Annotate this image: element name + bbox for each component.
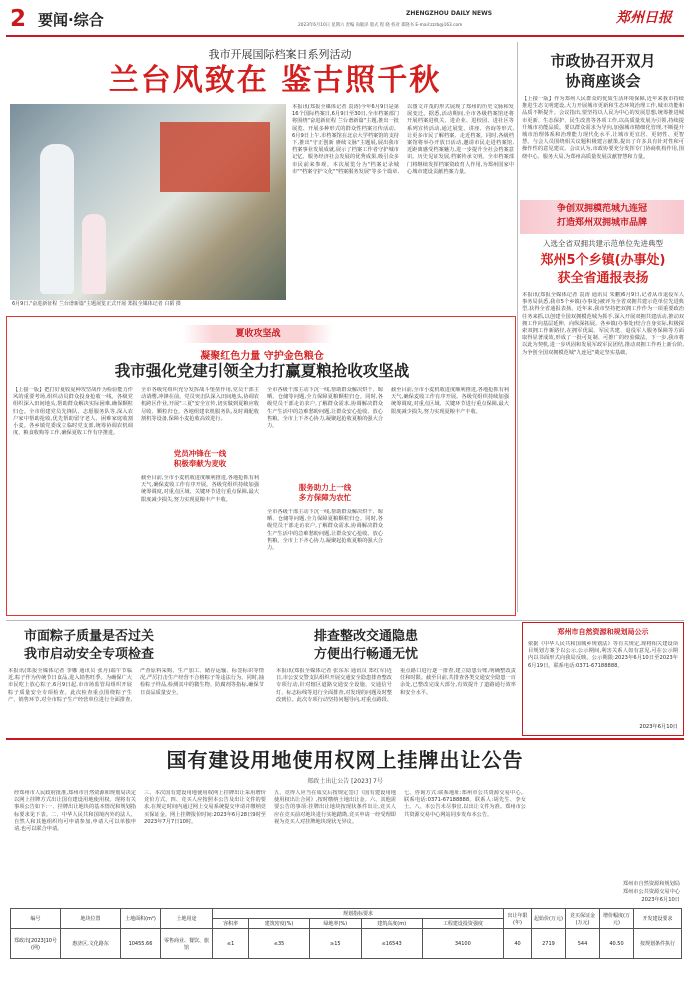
masthead-logo: 郑州日报 <box>616 10 672 26</box>
zongzi-body: 本报讯(郑报全媒体记者 李娜 通讯员 张丹)端午节临近,粽子作为传统节日食品,进入销售旺季。为确保广大市民吃上放心粽子,6月9日起,市市场监管局组织开展粽子质量安全专项检查。此次检查重点围绕粽子生产、销售环节,对全市粽子生产经营单位进行全面排查,严查原料采购、生产加工、储存运输、标签标识等情况,严厉打击生产经营不合格粽子等违法行为。同时,抽检粽子样品,检测其中的微生物、防腐剂等指标,确保节日食品质量安全。 <box>8 668 264 703</box>
photo-visitor <box>40 144 74 294</box>
archives-headline: 兰台风致在 鉴古照千秋 <box>108 63 442 98</box>
th-loc: 地块位置 <box>61 909 121 929</box>
land-sub: 郑政土出让公告 [2023] 7号 <box>307 778 383 785</box>
archives-photo <box>10 104 286 300</box>
paper-en: ZHENGZHOU DAILY NEWS <box>406 10 493 17</box>
villages-headline-2: 获全省通报表扬 <box>557 271 649 286</box>
land-parcel-table <box>10 908 682 959</box>
notice-body: 依据《中华人民共和国城乡规划法》等有关规定,现将相关建设项目规划方案予以公示,公示期间,利害关系人如有意见,可在公示期内以书面形式向我局反映。公示期限:2023年6月10日至2023年6月19日。联系电话:0371-67188888。 <box>528 641 678 669</box>
cell-green: ≥15 <box>309 929 361 959</box>
cppcc-headline-1: 市政协召开双月 <box>550 52 656 70</box>
th-area: 土地面积(m²) <box>121 909 161 929</box>
ad-line-1: 争创双拥模范城九连冠 <box>556 204 647 214</box>
villages-headline-1: 郑州5个乡镇(办事处) <box>540 253 666 268</box>
double-support-ad <box>520 200 684 234</box>
cell-deposit: 544 <box>566 929 600 959</box>
cell-cond: 按规划条件执行 <box>634 929 682 959</box>
th-plan: 规划指标要求 <box>213 909 504 919</box>
traffic-headline-1: 排查整改交通隐患 <box>313 629 418 644</box>
zongzi-headline-1: 市面粽子质量是否过关 <box>23 629 154 644</box>
th-std: 工程建设投资强度 <box>422 919 503 929</box>
cppcc-headline-2: 协商座谈会 <box>565 72 641 90</box>
summer-body-c2: 全市各级干部主动下沉一线,帮助群众解决烘干、晾晒、仓储等问题,全力保障夏粮颗粒归仓。同时,各级党员干部走访农户,了解群众需求,协调解决群众生产生活中的急难愁盼问题,让群众安心抢收、放心售粮。全市上下齐心协力,凝聚起抢收夏粮的强大合力。 <box>267 509 383 552</box>
summer-kicker: 凝聚红色力量 守护金色粮仓 <box>200 351 324 362</box>
summer-subhead-2: 服务助力上一线 多方保障为农忙 <box>298 483 352 502</box>
th-inc: 增价幅度(万元) <box>600 909 634 929</box>
photo-exhibit-board <box>160 122 270 192</box>
cell-years: 40 <box>504 929 532 959</box>
cell-no: 郑政出[2023]10号(网) <box>11 929 61 959</box>
col-divider <box>517 42 518 612</box>
th-green: 绿地率(%) <box>309 919 361 929</box>
land-body-4: 七、咨询方式:联系地址:郑州市公共资源交易中心。联系电话:0371-67188888。联系人:胡先生、李女士。八、本公告未尽事宜,以出让文件为准。郑州市公共资源交易中心网站同步发布本公告。 <box>404 790 526 818</box>
land-date: 2023年6月10日 <box>641 897 680 903</box>
summer-banner-label: 夏收攻坚战 <box>235 329 281 339</box>
th-no: 编号 <box>11 909 61 929</box>
land-body-1: 经郑州市人民政府批准,郑州市自然资源和规划局决定以网上挂牌方式出让国有建设用地使用权。现将有关事项公告如下:一、挂牌出让地块的基本情况和规划指标要求见下表。二、中华人民共和国境内外的法人、自然人和其他组织均可申请参加,申请人可以单独申请,也可以联合申请。 <box>14 790 136 833</box>
masthead-rule <box>6 35 684 37</box>
summer-subhead-1: 党员冲锋在一线 积极奉献为麦收 <box>173 449 227 468</box>
summer-banner <box>183 325 333 343</box>
summer-harvest-box <box>6 316 516 616</box>
archives-caption: 6月9日,"奋进新征程 兰台谱新篇"主题展览正式开展 郑报全媒体记者 白韬 摄 <box>12 301 181 307</box>
th-years: 出让年限(年) <box>504 909 532 929</box>
cppcc-body: 【上接一版】作为郑州人民群众的优质生活环境保障,近年来我市持续推进生态文明建设,大力开展城市更新和生态环境治理工作,城市功能和品质不断提升。会议指出,要坚持以人民为中心的发展思想,统筹推进城市更新、生态保护、民生改善等各项工作,以高质量发展为引领,持续提升城市功能品质。要以群众需求为导向,加强城市精细化管理,不断提升城市治理体系和治理能力现代化水平,让城市更宜居、更韧性、更智慧。与会人员围绕相关议题积极建言献策,提出了许多具有针对性和可操作性的意见建议。会议认为,市政协要充分发挥专门协商机构作用,围绕中心、服务大局,为郑州高质量发展贡献智慧和力量。 <box>522 96 684 160</box>
archives-body: 本报讯(郑报全媒体记者 袁涛)今年6月9日是第16个国际档案日,6月9日至30日,全市档案部门将围绕"奋进新征程 兰台谱新篇"主题,推出一批展览、开展多种形式的群众性档案宣传活动。6月9日上午,市档案馆在北京大学档案馆的支持下,推出"守正创新 赓续文脉"主题展,展出我市档案事业发展成就,展示了档案工作者守护城市记忆、服务经济社会发展的优秀成果,吸引众多市民前来参观。本次展览分为"档案记录城市""档案守护文化""档案服务发展"等多个篇章,以图文并茂的形式展现了郑州的历史文脉和发展变迁。据悉,活动期间,全市各级档案馆还将开展档案进机关、进企业、进校园、进社区等系列宣传活动,通过展览、讲座、咨询等形式,让更多市民了解档案、走近档案。同时,各级档案馆将举办开放日活动,邀请市民走进档案馆,近距离感受档案魅力,进一步提升全社会档案意识。历史见证发展,档案传承文明。全市档案部门将继续发挥档案资政育人作用,为郑州国家中心城市建设贡献档案力量。 <box>292 104 514 175</box>
cell-loc: 惠济区,文化路东 <box>61 929 121 959</box>
summer-body-c1: 全市各级干部主动下沉一线,帮助群众解决烘干、晾晒、仓储等问题,全力保障夏粮颗粒归仓。同时,各级党员干部走访农户,了解群众需求,协调解决群众生产生活中的急难愁盼问题,让群众安心抢收、放心售粮。全市上下齐心协力,凝聚起抢收夏粮的强大合力。 <box>267 387 383 430</box>
cell-height: ≤16543 <box>361 929 422 959</box>
land-body-3: 五、竞得人应当在成交后按规定签订《国有建设用地使用权出让合同》,按时缴纳土地出让金。六、其他需要公告的事项:挂牌出让地块按现状条件出让,竞买人应在竞买前对地块进行实地踏勘,竞买申请一经受理即视为竞买人对挂牌地块现状无异议。 <box>274 790 396 825</box>
section-divider <box>6 620 684 621</box>
date-line: 2023年6月10日 星期六 责编 尚敏泽 版式 程 晓 校对 郑晓书 E-mail:zzrb@163.com <box>298 23 463 28</box>
masthead <box>6 6 684 36</box>
cell-std: 34100 <box>422 929 503 959</box>
th-cond: 开发建设要求 <box>634 909 682 929</box>
archives-kicker: 我市开展国际档案日系列活动 <box>208 48 352 61</box>
villages-kicker: 入选全省双拥共建示范单位先进典型 <box>543 239 663 248</box>
section-title: 要闻·综合 <box>38 11 104 29</box>
cell-area: 10455.66 <box>121 929 161 959</box>
land-headline: 国有建设用地使用权网上挂牌出让公告 <box>166 748 524 772</box>
cell-start: 2719 <box>532 929 566 959</box>
land-table <box>10 908 682 982</box>
planning-notice <box>522 622 684 736</box>
page-number: 2 <box>10 6 27 32</box>
th-far: 容积率 <box>213 919 249 929</box>
th-deposit: 竞买保证金(万元) <box>566 909 600 929</box>
land-top-rule <box>6 738 684 740</box>
table-row <box>11 929 682 959</box>
summer-headline: 我市强化党建引领全力打赢夏粮抢收攻坚战 <box>114 362 410 380</box>
th-height: 建筑高度(m) <box>361 919 422 929</box>
notice-headline: 郑州市自然资源和规划局公示 <box>557 628 649 636</box>
villages-body: 本报讯(郑报全媒体记者 袁涛 通讯员 朱鹏)6月9日,记者从市退役军人事务局获悉,我市5个乡镇(办事处)被评为全省双拥共建示范单位先进典型,获得全省通报表扬。近年来,我市坚持把双拥工作作为一项重要政治任务来抓,以创建全国双拥模范城为抓手,深入开展双拥共建活动,推动双拥工作向基层延伸、向纵深拓展。各乡镇(办事处)结合自身实际,积极探索双拥工作新路径,在拥军优属、军民共建、退役军人服务保障等方面取得显著成效,形成了一批可复制、可推广的经验做法。下一步,我市将以此为契机,进一步巩固和发展军政军民团结,推动双拥工作再上新台阶,为争创全国双拥模范城"九连冠"奠定坚实基础。 <box>522 292 684 356</box>
summer-body-b: 全市各级党组织充分发挥战斗堡垒作用,党员干部主动请缨,冲锋在前。党员突击队深入田间地头,协调农机跨区作业,开展"三夏"安全宣传,切实做到夏粮应收尽收、颗粒归仓。各地组建农机服务队,及时调配收割机等设备,保障小麦抢收高效进行。 <box>141 387 259 422</box>
th-density: 建筑密度(%) <box>249 919 310 929</box>
cell-inc: 40.50 <box>600 929 634 959</box>
summer-body-b2: 截至目前,全市小麦机收进度顺利推进,各地抢抓有利天气,确保麦收工作有序开展。各级党组织持续加强统筹调度,对重点区域、关键环节进行重点保障,最大限度减少损失,努力实现夏粮丰产丰收。 <box>141 475 259 503</box>
th-start: 起始价(万元) <box>532 909 566 929</box>
ad-line-2: 打造郑州双拥城市品牌 <box>556 218 647 228</box>
land-issuer-1: 郑州市自然资源和规划局 <box>622 881 680 887</box>
zongzi-headline-2: 我市启动安全专项检查 <box>23 647 154 662</box>
land-issuer-2: 郑州市公共资源交易中心 <box>622 889 680 895</box>
cell-density: ≤35 <box>249 929 310 959</box>
summer-body-d: 截至目前,全市小麦机收进度顺利推进,各地抢抓有利天气,确保麦收工作有序开展。各级党组织持续加强统筹调度,对重点区域、关键环节进行重点保障,最大限度减少损失,努力实现夏粮丰产丰收。 <box>391 387 509 415</box>
photo-child <box>82 214 106 294</box>
cell-use: 零售商业、餐饮、旅馆 <box>161 929 213 959</box>
traffic-body: 本报讯(郑报全媒体记者 张东东 通讯员 郑红军)近日,市公安交警支队组织开展交通安全隐患排查整改专项行动,针对辖区道路交通安全设施、交通信号灯、标志标线等进行全面排查,对发现的问题及时整改到位。此次专项行动坚持问题导向,对重点路段、重点路口进行逐一排查,建立隐患台账,明确整改责任和时限。截至目前,共排查各类交通安全隐患一百余处,已整改完成大部分,有效提升了道路通行效率和安全水平。 <box>276 668 516 703</box>
traffic-headline-2: 方便出行畅通无忧 <box>313 647 418 662</box>
summer-body-a: 【上接一版】把打好夏收夏种攻坚战作为检验能力作风的重要考场,组织动员群众投身抢收一线。各级党组织深入田间地头,帮助群众解决实际困难,确保颗粒归仓。全市组建党员先锋队、志愿服务队等,深入农户家中帮助抢收,优先帮助留守老人、困难家庭收割小麦。各乡镇党委成立临时党支部,统筹协调农机调度、粮食收购等工作,确保夏收工作有序推进。 <box>13 387 133 437</box>
cell-far: ≤1 <box>213 929 249 959</box>
th-use: 土地用途 <box>161 909 213 929</box>
land-body-2: 三、本次国有建设用地使用权网上挂牌出让采用增价竞价方式。四、竞买人应按照本公告及出让文件的要求,在规定时间内通过网上交易系统提交申请并缴纳竞买保证金。网上挂牌报价时间:2023年6月28日9时至2023年7月7日10时。 <box>144 790 266 825</box>
notice-sign: 2023年6月10日 <box>639 724 678 730</box>
